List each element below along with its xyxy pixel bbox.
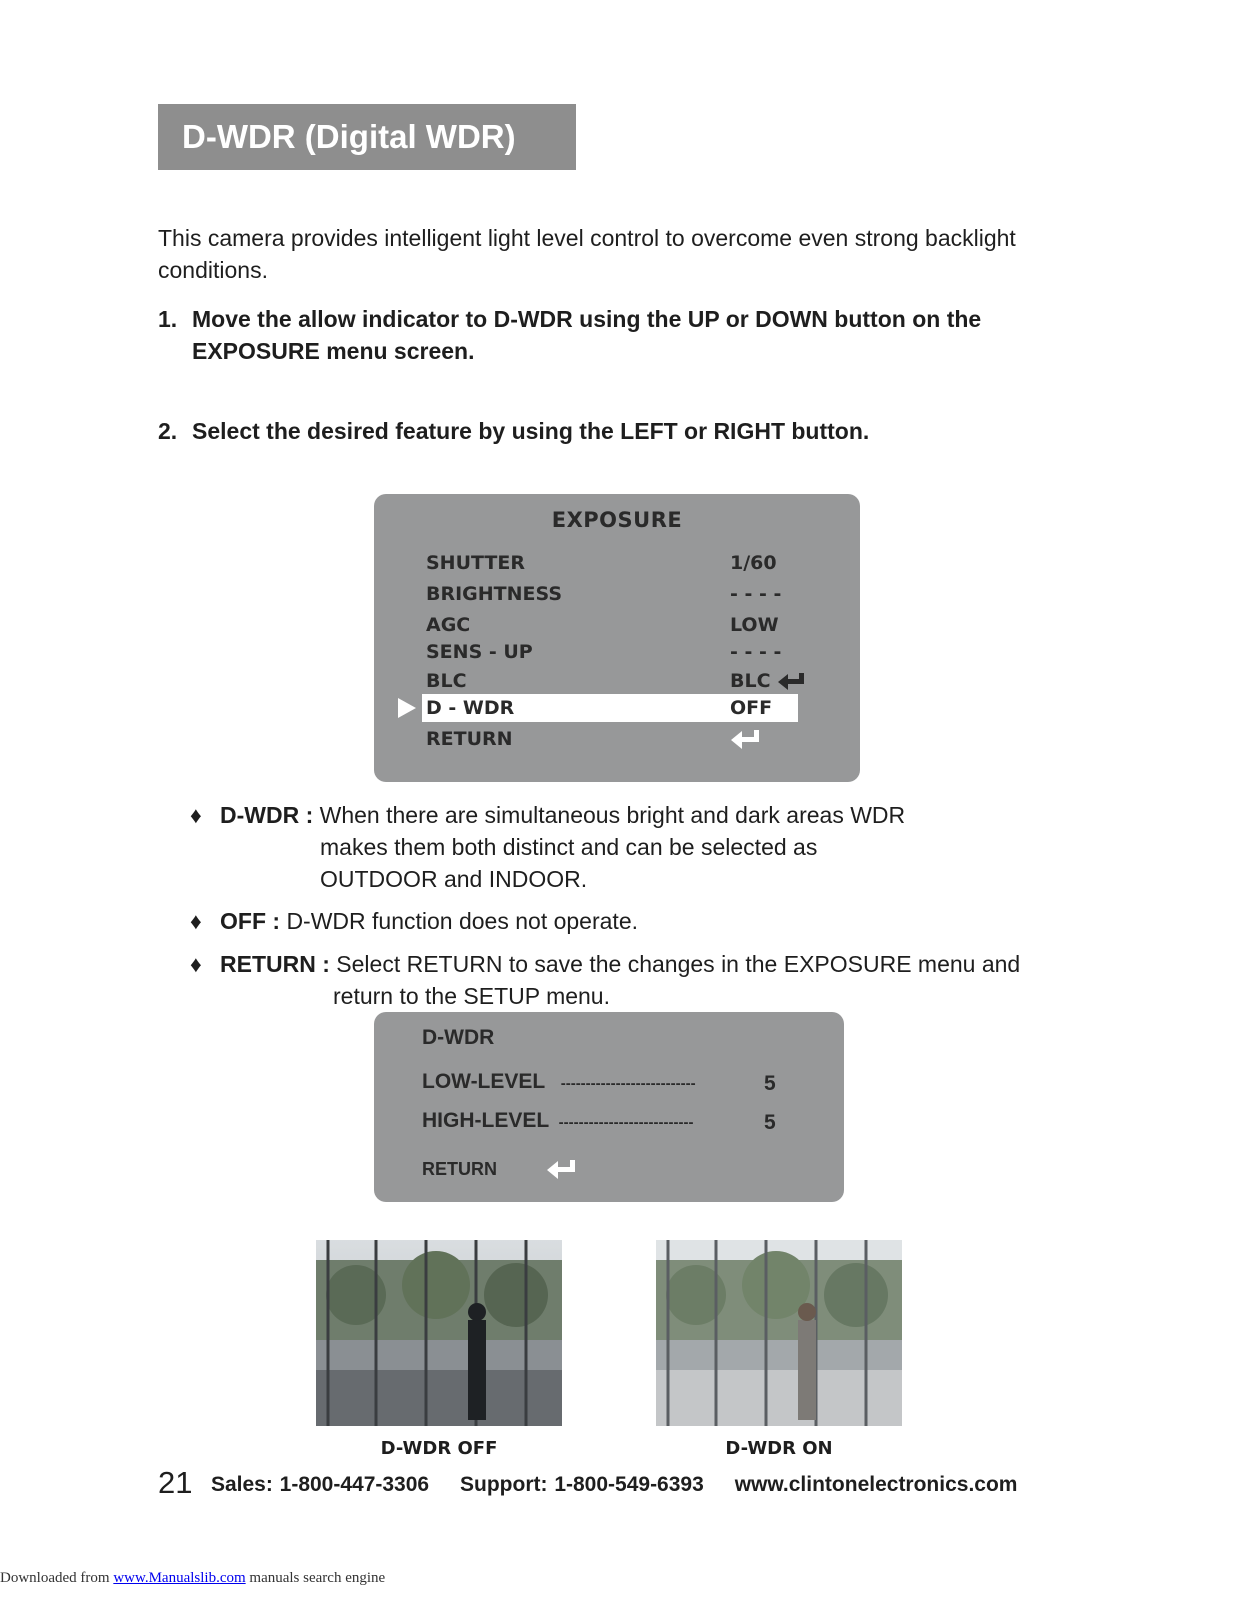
bullet-continuation: OUTDOOR and INDOOR. (320, 866, 588, 892)
intro-paragraph: This camera provides intelligent light level control to overcome even strong backlight conditions. (158, 225, 1016, 283)
step-text: Move the allow indicator to D-WDR using the UP or DOWN button on the EXPOSURE menu screen. (192, 306, 982, 364)
bullet-line (220, 799, 905, 831)
bullet-line (220, 905, 638, 937)
step-number: 2. (158, 418, 178, 444)
menu-row-brightness (426, 580, 816, 608)
menu-row-agc (426, 611, 816, 639)
step-text: Select the desired feature by using the LEFT or RIGHT button. (192, 418, 870, 444)
bullet-off (190, 905, 1070, 939)
menu-row-value: 1/60 (730, 552, 777, 574)
step-1 (158, 303, 1028, 373)
menu-row-shutter (426, 549, 816, 577)
bullet-continuation: return to the SETUP menu. (333, 983, 610, 1009)
d-wdr-row-label: LOW-LEVEL (422, 1070, 545, 1093)
bullet-term: RETURN : (220, 951, 330, 977)
download-note (0, 1570, 385, 1587)
exposure-menu-title: EXPOSURE (551, 508, 683, 532)
enter-arrow-icon (546, 1159, 576, 1181)
page-footer (158, 1465, 1017, 1501)
d-wdr-row-dashes: --------------------------- (560, 1075, 696, 1092)
d-wdr-row-value: 5 (764, 1072, 776, 1095)
diamond-bullet-icon: ♦ (190, 908, 202, 934)
enter-arrow-icon (777, 672, 805, 692)
menu-row-return (426, 725, 816, 753)
section-heading-text: D-WDR (Digital WDR) (182, 118, 516, 155)
d-wdr-return-label: RETURN (422, 1159, 497, 1179)
bullet-continuation: makes them both distinct and can be selected as (320, 834, 818, 860)
download-suffix: manuals search engine (245, 1570, 386, 1586)
photo-d-wdr-on (656, 1240, 902, 1426)
menu-row-label: AGC (426, 614, 471, 636)
section-heading (158, 104, 576, 170)
menu-row-value: - - - - (730, 583, 782, 605)
d-wdr-row-high-level (422, 1109, 776, 1134)
sales-phone: Sales: 1-800-447-3306 (210, 1473, 430, 1496)
bullet-text: Select RETURN to save the changes in the EXPOSURE menu and (336, 951, 1021, 977)
d-wdr-row-value: 5 (764, 1111, 776, 1134)
photo-caption: D-WDR ON (725, 1438, 833, 1459)
step-2 (158, 415, 1028, 451)
step-number: 1. (158, 306, 178, 332)
diamond-bullet-icon: ♦ (190, 802, 202, 828)
manualslib-link[interactable]: www.Manualslib.com (113, 1570, 246, 1586)
d-wdr-return (422, 1159, 576, 1181)
photo-d-wdr-off (316, 1240, 562, 1426)
menu-row-blc (426, 667, 816, 695)
bullet-term: OFF : (220, 908, 281, 934)
bullet-return (190, 948, 1070, 1014)
menu-row-label: BLC (426, 670, 467, 692)
enter-arrow-icon (730, 729, 760, 751)
d-wdr-row-label: HIGH-LEVEL (422, 1109, 549, 1132)
menu-row-value: OFF (730, 697, 773, 719)
menu-row-label: D - WDR (426, 697, 515, 719)
bullet-text: When there are simultaneous bright and dark areas WDR (319, 802, 906, 828)
bullet-d-wdr (190, 799, 1070, 899)
company-website: www.clintonelectronics.com (734, 1473, 1018, 1496)
bullet-term: D-WDR : (220, 802, 314, 828)
menu-row-label: BRIGHTNESS (426, 583, 563, 605)
menu-row-value (730, 670, 805, 692)
bullet-text: D-WDR function does not operate. (286, 908, 638, 934)
page-number: 21 (158, 1465, 193, 1500)
menu-row-sens-up (426, 638, 816, 666)
menu-row-value: LOW (730, 614, 779, 636)
support-phone: Support: 1-800-549-6393 (460, 1473, 704, 1496)
exposure-menu (374, 494, 860, 782)
d-wdr-row-low-level (422, 1070, 776, 1095)
menu-row-value: - - - - (730, 641, 782, 663)
photo-caption: D-WDR OFF (380, 1438, 498, 1459)
pointer-arrow-icon (398, 698, 416, 718)
menu-row-value (730, 728, 760, 751)
download-prefix: Downloaded from (0, 1570, 114, 1586)
menu-row-label: RETURN (426, 728, 513, 750)
d-wdr-row-dashes: --------------------------- (558, 1114, 694, 1131)
menu-row-value-text: BLC (730, 670, 771, 692)
menu-row-d-wdr (422, 694, 798, 722)
diamond-bullet-icon: ♦ (190, 951, 202, 977)
bullet-line (220, 948, 1020, 980)
menu-row-label: SENS - UP (426, 641, 533, 663)
menu-row-label: SHUTTER (426, 552, 525, 574)
d-wdr-menu-title: D-WDR (422, 1026, 495, 1049)
d-wdr-menu (374, 1012, 844, 1202)
